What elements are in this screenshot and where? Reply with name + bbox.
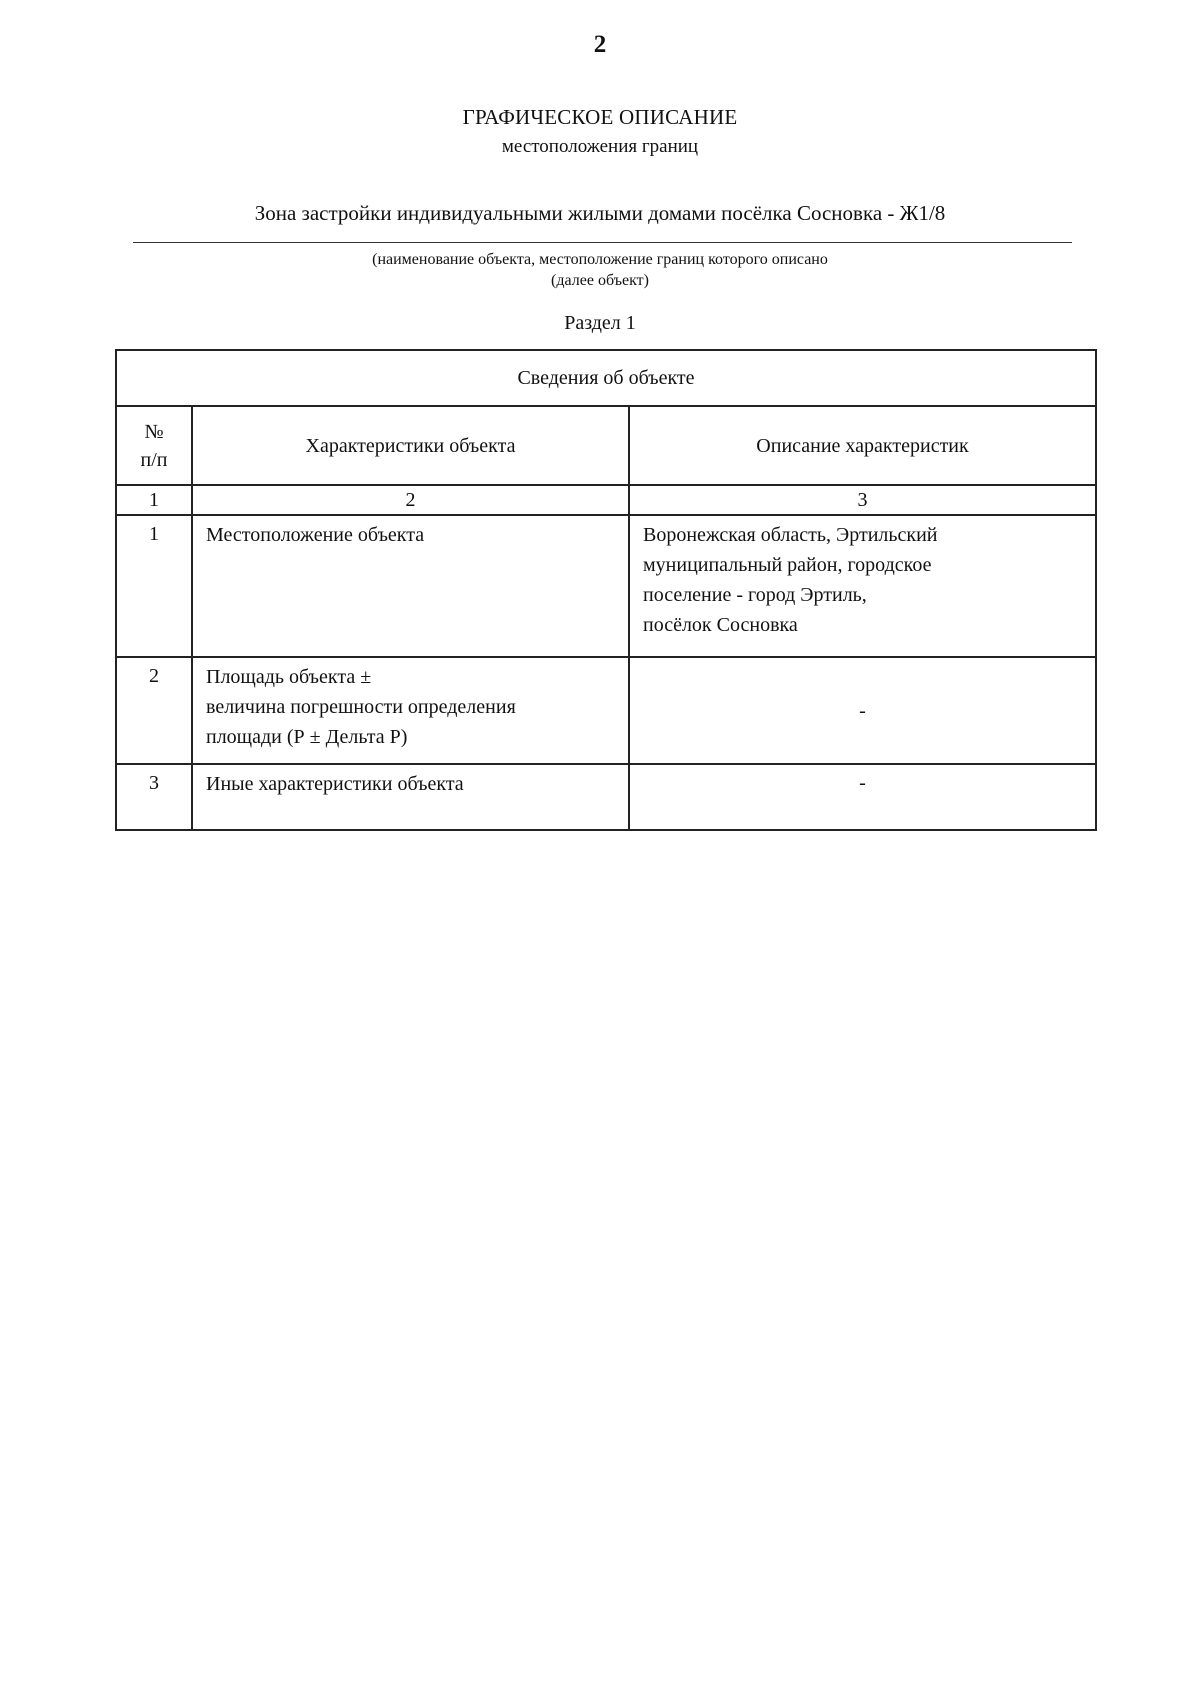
row-characteristic-line: величина погрешности определения bbox=[206, 696, 516, 718]
document-title: ГРАФИЧЕСКОЕ ОПИСАНИЕ bbox=[462, 105, 738, 129]
object-caption-line-1: (наименование объекта, местоположение границ которого описано bbox=[372, 251, 828, 268]
row-description-line: Воронежская область, Эртильский bbox=[643, 524, 938, 546]
row-description: - bbox=[629, 764, 1096, 830]
row-description: - bbox=[629, 657, 1096, 764]
table-row bbox=[116, 764, 1096, 830]
row-number: 2 bbox=[116, 657, 192, 764]
row-description bbox=[629, 515, 1096, 657]
row-number: 1 bbox=[116, 515, 192, 657]
table-caption: Сведения об объекте bbox=[116, 350, 1096, 406]
header-number-line-2: п/п bbox=[140, 448, 168, 471]
row-characteristic-line: Иные характеристики объекта bbox=[206, 773, 464, 795]
column-number-3: 3 bbox=[629, 485, 1096, 515]
row-description-line: посёлок Сосновка bbox=[643, 614, 798, 636]
table-row bbox=[116, 657, 1096, 764]
header-description: Описание характеристик bbox=[629, 406, 1096, 485]
row-characteristic-line: Местоположение объекта bbox=[206, 524, 425, 546]
object-name: Зона застройки индивидуальными жилыми домами посёлка Сосновка - Ж1/8 bbox=[254, 201, 946, 225]
section-title: Раздел 1 bbox=[564, 312, 636, 334]
column-number-2: 2 bbox=[192, 485, 629, 515]
row-characteristic bbox=[192, 657, 629, 764]
row-number: 3 bbox=[116, 764, 192, 830]
document-subtitle: местоположения границ bbox=[501, 136, 699, 157]
object-info-table bbox=[115, 349, 1097, 831]
object-name-caption bbox=[0, 249, 1200, 291]
table-row bbox=[116, 515, 1096, 657]
row-description-line: муниципальный район, городское bbox=[643, 554, 932, 576]
table-header-row bbox=[116, 406, 1096, 485]
object-caption-line-2: (далее объект) bbox=[551, 272, 649, 289]
row-characteristic bbox=[192, 515, 629, 657]
header-number bbox=[116, 406, 192, 485]
header-characteristics: Характеристики объекта bbox=[192, 406, 629, 485]
row-characteristic-line: площади (Р ± Дельта Р) bbox=[206, 726, 408, 748]
row-characteristic bbox=[192, 764, 629, 830]
header-number-line-1: № bbox=[144, 420, 164, 443]
page-number: 2 bbox=[593, 31, 607, 58]
column-number-1: 1 bbox=[116, 485, 192, 515]
row-characteristic-line: Площадь объекта ± bbox=[206, 666, 372, 688]
row-description-line: поселение - город Эртиль, bbox=[643, 584, 867, 606]
column-number-row bbox=[116, 485, 1096, 515]
object-name-underline bbox=[133, 242, 1072, 243]
